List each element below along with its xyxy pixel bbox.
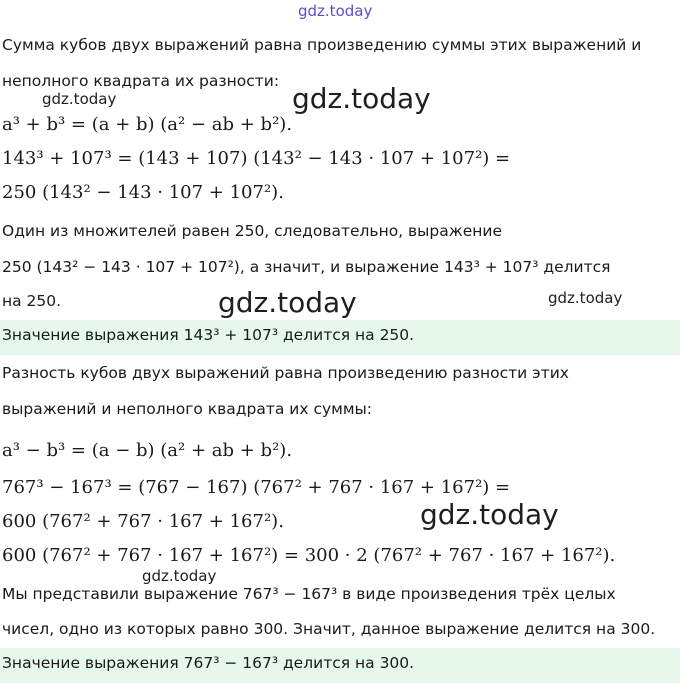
watermark: gdz.today <box>42 90 117 108</box>
explanation-line: на 250. <box>2 292 62 310</box>
equation-line: 767³ − 167³ = (767 − 167) (767² + 767 · 167 + 167²) = <box>2 477 511 498</box>
watermark: gdz.today <box>292 82 431 115</box>
answer-1: Значение выражения 143³ + 107³ делится на 250. <box>2 326 415 344</box>
answer-2: Значение выражения 767³ − 167³ делится на 300. <box>2 654 415 672</box>
formula-difference-of-cubes: a³ − b³ = (a − b) (a² + ab + b²). <box>2 440 293 461</box>
equation-line: 250 (143² − 143 · 107 + 107²). <box>2 182 284 203</box>
diff-rule-line-1: Разность кубов двух выражений равна произведению разности этих <box>2 364 569 382</box>
sum-rule-line-1: Сумма кубов двух выражений равна произведению суммы этих выражений и <box>2 36 642 54</box>
watermark: gdz.today <box>218 286 357 319</box>
sum-rule-line-2: неполного квадрата их разности: <box>2 72 280 90</box>
formula-sum-of-cubes: a³ + b³ = (a + b) (a² − ab + b²). <box>2 114 293 135</box>
diff-rule-line-2: выражений и неполного квадрата их суммы: <box>2 400 373 418</box>
watermark: gdz.today <box>142 567 217 585</box>
equation-line: 600 (767² + 767 · 167 + 167²) = 300 · 2 (767² + 767 · 167 + 167²). <box>2 545 616 566</box>
watermark: gdz.today <box>420 498 559 531</box>
equation-line: 143³ + 107³ = (143 + 107) (143² − 143 · 107 + 107²) = <box>2 148 511 169</box>
watermark-top: gdz.today <box>298 2 373 20</box>
explanation-line: Один из множителей равен 250, следовательно, выражение <box>2 222 502 240</box>
explanation-line: чисел, одно из которых равно 300. Значит, данное выражение делится на 300. <box>2 620 656 638</box>
watermark: gdz.today <box>548 289 623 307</box>
explanation-line: 250 (143² − 143 · 107 + 107²), а значит, и выражение 143³ + 107³ делится <box>2 258 611 276</box>
equation-line: 600 (767² + 767 · 167 + 167²). <box>2 511 284 532</box>
explanation-line: Мы представили выражение 767³ − 167³ в виде произведения трёх целых <box>2 585 616 603</box>
